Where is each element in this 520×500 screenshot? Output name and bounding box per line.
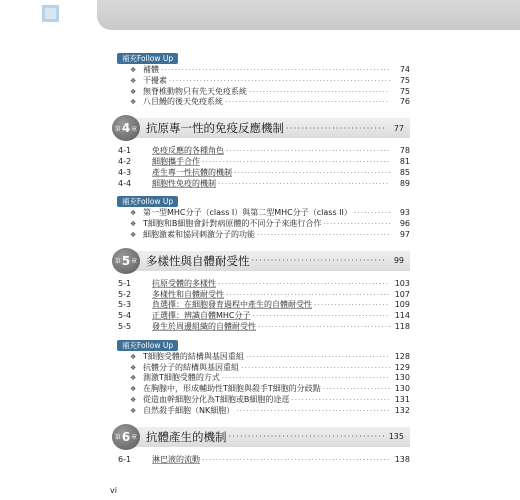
chapter-page: 99 bbox=[393, 256, 404, 266]
supplement-label: 補充Follow Up bbox=[117, 196, 178, 207]
chapter-number: 4 bbox=[121, 121, 131, 136]
section-title: 正選擇：辨識自體MHC分子 bbox=[152, 311, 251, 321]
entry-title: 第一型MHC分子（class I）與第二型MHC分子（class II） bbox=[143, 208, 352, 218]
entry-title: 在胸腺中，形成輔助性T細胞與殺手T細胞的分歧點 bbox=[143, 384, 321, 394]
entry-title: 測激T細胞受體的方式 bbox=[143, 373, 220, 383]
section-entry[interactable] bbox=[112, 300, 410, 311]
dot-leader bbox=[246, 352, 390, 363]
supplement-block bbox=[112, 333, 410, 417]
entry-page: 75 bbox=[399, 86, 410, 96]
section-entry[interactable] bbox=[112, 322, 410, 333]
section-page: 81 bbox=[399, 156, 410, 166]
toc-entry[interactable] bbox=[112, 219, 410, 230]
entry-title: 抗體分子的結構與基因重組 bbox=[143, 362, 239, 372]
chapter-heading[interactable] bbox=[112, 248, 410, 274]
toc-entry[interactable] bbox=[112, 76, 410, 87]
section-title: 細胞攜手合作 bbox=[152, 156, 200, 166]
diamond-bullet-icon: ❖ bbox=[130, 363, 137, 372]
section-title: 多樣性和自體耐受性 bbox=[152, 289, 224, 299]
section-entry[interactable] bbox=[112, 168, 410, 179]
diamond-bullet-icon: ❖ bbox=[130, 98, 137, 107]
section-entry[interactable] bbox=[112, 311, 410, 322]
dot-leader bbox=[286, 124, 386, 133]
entry-title: 八目鰻的後天免疫系統 bbox=[143, 97, 223, 107]
section-number: 4-3 bbox=[118, 167, 132, 177]
diamond-bullet-icon: ❖ bbox=[130, 385, 137, 394]
diamond-bullet-icon: ❖ bbox=[130, 395, 137, 404]
dot-leader bbox=[291, 395, 390, 406]
chapter-suffix: 章 bbox=[131, 125, 138, 133]
entry-page: 93 bbox=[399, 208, 410, 218]
entry-page: 74 bbox=[399, 65, 410, 74]
section-entry[interactable] bbox=[112, 146, 410, 157]
dot-leader bbox=[258, 322, 390, 333]
dot-leader bbox=[249, 87, 390, 98]
section-entry[interactable] bbox=[112, 290, 410, 301]
section-number: 5-5 bbox=[118, 321, 132, 331]
section-page: 138 bbox=[394, 454, 410, 464]
dot-leader bbox=[226, 146, 390, 157]
dot-leader bbox=[253, 311, 390, 322]
section-number: 4-4 bbox=[118, 178, 132, 188]
entry-page: 130 bbox=[394, 373, 410, 383]
dot-leader bbox=[225, 97, 390, 108]
section-entry[interactable] bbox=[112, 455, 410, 466]
dot-leader bbox=[202, 455, 390, 466]
header-band bbox=[97, 0, 520, 30]
diamond-bullet-icon: ❖ bbox=[130, 66, 137, 74]
chapter-title: 多樣性與自體耐受性 bbox=[146, 253, 250, 268]
entry-page: 129 bbox=[394, 362, 410, 372]
chapter-number: 6 bbox=[121, 429, 131, 444]
chapter-title: 抗原專一性的免疫反應機制 bbox=[146, 121, 284, 136]
section-title: 淋巴液的流動 bbox=[152, 454, 200, 464]
dot-leader bbox=[169, 76, 390, 87]
section-entry[interactable] bbox=[112, 179, 410, 190]
chapter-heading[interactable] bbox=[112, 424, 410, 450]
entry-page: 131 bbox=[394, 394, 410, 404]
chapter-badge bbox=[112, 115, 140, 141]
section-title: 負選擇：在細胞發育過程中產生的自體耐受性 bbox=[152, 300, 312, 310]
corner-decoration bbox=[42, 5, 59, 22]
chapter-prefix: 第 bbox=[114, 125, 121, 133]
dot-leader bbox=[234, 168, 390, 179]
dot-leader bbox=[323, 384, 390, 395]
section-page: 78 bbox=[399, 146, 410, 156]
entry-page: 97 bbox=[399, 229, 410, 239]
section-page: 114 bbox=[394, 311, 410, 321]
entry-title: 細胞激素和協同刺激分子的功能 bbox=[143, 229, 255, 239]
toc-entry[interactable] bbox=[112, 384, 410, 395]
diamond-bullet-icon: ❖ bbox=[130, 76, 137, 85]
diamond-bullet-icon: ❖ bbox=[130, 230, 137, 239]
diamond-bullet-icon: ❖ bbox=[130, 374, 137, 383]
toc-entry[interactable] bbox=[112, 406, 410, 417]
section-number: 5-1 bbox=[118, 278, 132, 288]
chapter-suffix: 章 bbox=[131, 258, 138, 266]
toc-entry[interactable] bbox=[112, 97, 410, 108]
toc-entry[interactable] bbox=[112, 230, 410, 241]
section-page: 89 bbox=[399, 178, 410, 188]
dot-leader bbox=[226, 290, 390, 301]
dot-leader bbox=[323, 219, 390, 230]
dot-leader bbox=[222, 373, 390, 384]
section-page: 109 bbox=[394, 300, 410, 310]
entry-title: T細胞受體的結構與基因重組 bbox=[143, 351, 244, 361]
dot-leader bbox=[354, 208, 390, 219]
entry-page: 75 bbox=[399, 75, 410, 85]
section-entry[interactable] bbox=[112, 157, 410, 168]
section-title: 抗原受體的多樣性 bbox=[152, 278, 216, 288]
diamond-bullet-icon: ❖ bbox=[130, 209, 137, 218]
dot-leader bbox=[229, 432, 387, 441]
diamond-bullet-icon: ❖ bbox=[130, 406, 137, 415]
supplement-label: 補充Follow Up bbox=[117, 53, 178, 64]
toc-entry[interactable] bbox=[112, 352, 410, 363]
entry-title: T細胞和B細胞會針對病原體的不同分子來進行合作 bbox=[143, 219, 322, 229]
entry-title: 自然殺手細胞（NK細胞） bbox=[143, 405, 235, 415]
chapter-title: 抗體產生的機制 bbox=[146, 429, 227, 444]
supplement-label: 補充Follow Up bbox=[117, 340, 178, 351]
entry-page: 128 bbox=[394, 351, 410, 361]
section-number: 5-4 bbox=[118, 311, 132, 321]
dot-leader bbox=[218, 279, 390, 290]
chapter-page: 135 bbox=[388, 432, 404, 442]
section-page: 103 bbox=[394, 278, 410, 288]
chapter-badge bbox=[112, 248, 140, 274]
page-number: vi bbox=[110, 486, 117, 495]
table-of-contents bbox=[112, 46, 410, 465]
section-title: 產生專一性抗體的機制 bbox=[152, 167, 232, 177]
chapter-suffix: 章 bbox=[131, 434, 138, 442]
entry-page: 132 bbox=[394, 405, 410, 415]
chapter-prefix: 第 bbox=[114, 258, 121, 266]
diamond-bullet-icon: ❖ bbox=[130, 87, 137, 96]
toc-entry[interactable] bbox=[112, 395, 410, 406]
chapter-page: 77 bbox=[393, 123, 404, 133]
entry-page: 96 bbox=[399, 219, 410, 229]
section-number: 5-3 bbox=[118, 300, 132, 310]
diamond-bullet-icon: ❖ bbox=[130, 220, 137, 229]
section-number: 6-1 bbox=[118, 454, 132, 464]
section-number: 4-1 bbox=[118, 146, 132, 156]
section-number: 4-2 bbox=[118, 156, 132, 166]
entry-page: 76 bbox=[399, 97, 410, 107]
dot-leader bbox=[257, 230, 390, 241]
section-number: 5-2 bbox=[118, 289, 132, 299]
toc-entry[interactable] bbox=[112, 65, 410, 76]
section-title: 細胞性免疫的機制 bbox=[152, 178, 216, 188]
dot-leader bbox=[241, 363, 390, 374]
chapter-number: 5 bbox=[121, 253, 131, 268]
toc-entry[interactable] bbox=[112, 208, 410, 219]
section-entry[interactable] bbox=[112, 279, 410, 290]
section-page: 107 bbox=[394, 289, 410, 299]
entry-title: 干擾素 bbox=[143, 75, 167, 85]
dot-leader bbox=[252, 256, 387, 265]
dot-leader bbox=[202, 157, 390, 168]
diamond-bullet-icon: ❖ bbox=[130, 352, 137, 361]
supplement-block bbox=[112, 46, 410, 108]
dot-leader bbox=[218, 179, 390, 190]
dot-leader bbox=[161, 65, 390, 76]
toc-entry[interactable] bbox=[112, 87, 410, 98]
entry-title: 無脊椎動物只有先天免疫系統 bbox=[143, 86, 247, 96]
entry-page: 130 bbox=[394, 384, 410, 394]
supplement-block bbox=[112, 189, 410, 240]
dot-leader bbox=[236, 406, 390, 417]
dot-leader bbox=[314, 300, 390, 311]
section-title: 免疫反應的各種角色 bbox=[152, 146, 224, 156]
entry-title: 補體 bbox=[143, 65, 159, 74]
chapter-prefix: 第 bbox=[114, 434, 121, 442]
toc-entry[interactable] bbox=[112, 363, 410, 374]
chapter-heading[interactable] bbox=[112, 115, 410, 141]
entry-title: 從造血幹細胞分化為T細胞或B細胞的途逕 bbox=[143, 394, 290, 404]
section-title: 發生於周邊組織的自體耐受性 bbox=[152, 321, 256, 331]
chapter-badge bbox=[112, 424, 140, 450]
section-page: 85 bbox=[399, 167, 410, 177]
toc-entry[interactable] bbox=[112, 373, 410, 384]
section-page: 118 bbox=[394, 321, 410, 331]
